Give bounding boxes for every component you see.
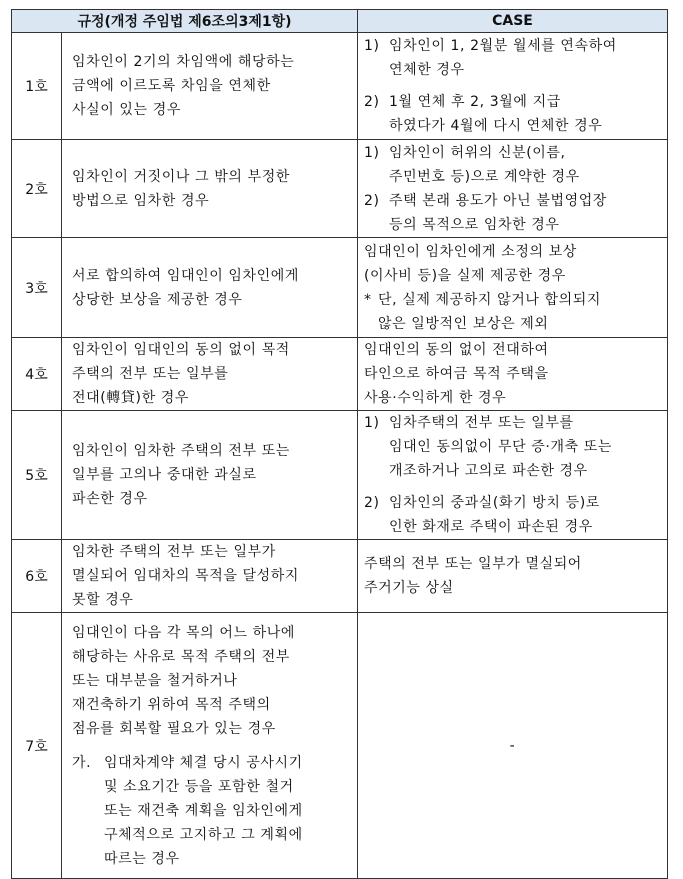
rule-cell [62,613,358,879]
table-row [12,140,668,238]
rule-line: 임차인이 임대인의 동의 없이 목적 [72,342,290,358]
sub-line: 또는 재건축 계획을 임차인에게 [104,802,303,819]
rule-line: 서로 합의하여 임대인이 임차인에게 [72,267,300,284]
case-note [364,288,661,336]
case-line: 임대인 동의없이 무단 증·개축 또는 [389,439,612,455]
case-line: 하였다가 4월에 다시 연체한 경우 [389,118,603,134]
regulation-table [11,9,668,879]
case-item [364,90,661,138]
case-line: 연체한 경우 [389,62,465,78]
sub-item [72,751,349,871]
rule-cell [62,238,358,338]
rule-cell [62,338,358,411]
case-cell [358,411,668,540]
header-row [12,10,668,33]
case-item [364,189,661,237]
case-line: 1월 연체 후 2, 3월에 지급 [389,94,561,110]
rule-cell [62,540,358,613]
rule-line: 임차인이 거짓이나 그 밖의 부정한 [72,168,290,185]
table-row [12,613,668,879]
sub-line: 임대차계약 체결 당시 공사시기 [104,754,303,771]
rule-cell [62,411,358,540]
table-row [12,540,668,613]
case-line: 임차인이 1, 2월분 월세를 연속하여 [389,38,617,54]
rule-line: 상당한 보상을 제공한 경우 [72,291,243,308]
rule-line: 못할 경우 [72,592,134,608]
rule-line: 또는 대부분을 철거하거나 [72,672,238,689]
row-number: 2호 [12,140,62,238]
table-row [12,338,668,411]
case-item-number: 1) [364,38,380,54]
table-row [12,411,668,540]
row-number: 6호 [12,540,62,613]
row-number: 3호 [12,238,62,338]
rule-line: 파손한 경우 [72,491,148,507]
sub-line: 따르는 경우 [104,850,180,867]
case-line: 임차인의 중과실(화기 방치 등)로 [389,495,600,511]
sub-item-number: 가. [72,754,92,771]
row-number: 4호 [12,338,62,411]
case-line: 주택의 전부 또는 일부가 멸실되어 [364,556,582,572]
rule-line: 임대인이 다음 각 목의 어느 하나에 [72,624,295,641]
case-cell [358,140,668,238]
row-number: 5호 [12,411,62,540]
case-line: 등의 목적으로 임차한 경우 [389,216,560,233]
rule-cell [62,140,358,238]
case-item [364,411,661,483]
case-line: 타인으로 하여금 목적 주택을 [364,366,549,382]
note-mark: * [364,291,372,308]
case-line: 임차주택의 전부 또는 일부를 [389,415,574,431]
case-line: 사용·수익하게 한 경우 [364,390,507,406]
case-line: 임차인이 허위의 신분(이름, [389,144,566,161]
header-case: CASE [358,10,668,33]
rule-line: 사실이 있는 경우 [72,102,181,118]
rule-line: 멸실되어 임대차의 목적을 달성하지 [72,568,300,584]
table-row [12,33,668,140]
case-line: 임대인의 동의 없이 전대하여 [364,342,549,358]
case-item [364,34,661,82]
case-cell [358,33,668,140]
rule-line: 해당하는 사유로 목적 주택의 전부 [72,648,290,665]
case-line: 임대인이 임차인에게 소정의 보상 [364,243,577,260]
rule-line: 임차인이 2기의 차임액에 해당하는 [72,54,295,70]
rule-cell [62,33,358,140]
note-line: 않은 일방적인 보상은 제외 [378,315,549,332]
case-item-number: 2) [364,495,380,511]
rule-line: 일부를 고의나 중대한 과실로 [72,467,257,483]
rule-line: 임차인이 임차한 주택의 전부 또는 [72,443,290,459]
row-number: 7호 [12,613,62,879]
case-line: (이사비 등)을 실제 제공한 경우 [364,267,566,284]
case-cell [358,238,668,338]
note-line: 단, 실제 제공하지 않거나 합의되지 [378,291,601,308]
rule-line: 임차한 주택의 전부 또는 일부가 [72,544,276,560]
case-cell [358,540,668,613]
rule-line: 주택의 전부 또는 일부를 [72,366,229,382]
header-rule: 규정(개정 주임법 제6조의3제1항) [12,10,358,33]
case-line: 개조하거나 고의로 파손한 경우 [389,463,588,479]
row-number: 1호 [12,33,62,140]
case-cell [358,338,668,411]
rule-line: 방법으로 임차한 경우 [72,192,210,209]
case-item-number: 2) [364,94,380,110]
rule-line: 점유를 회복할 필요가 있는 경우 [72,720,276,737]
sub-line: 및 소요기간 등을 포함한 철거 [104,778,294,795]
case-item-number: 1) [364,144,380,161]
case-item-number: 2) [364,192,380,209]
case-line: 주민번호 등)으로 계약한 경우 [389,168,580,185]
table-row [12,238,668,338]
rule-line: 재건축하기 위하여 목적 주택의 [72,696,271,713]
case-cell-empty: - [358,613,668,879]
case-item-number: 1) [364,415,380,431]
rule-line: 금액에 이르도록 차임을 연체한 [72,78,271,94]
case-line: 주거기능 상실 [364,580,454,596]
case-item [364,141,661,189]
case-line: 주택 본래 용도가 아닌 불법영업장 [389,192,607,209]
rule-line: 전대(轉貸)한 경우 [72,390,189,406]
case-item [364,491,661,539]
case-line: 인한 화재로 주택이 파손된 경우 [389,519,593,535]
sub-line: 구체적으로 고지하고 그 계획에 [104,826,303,843]
